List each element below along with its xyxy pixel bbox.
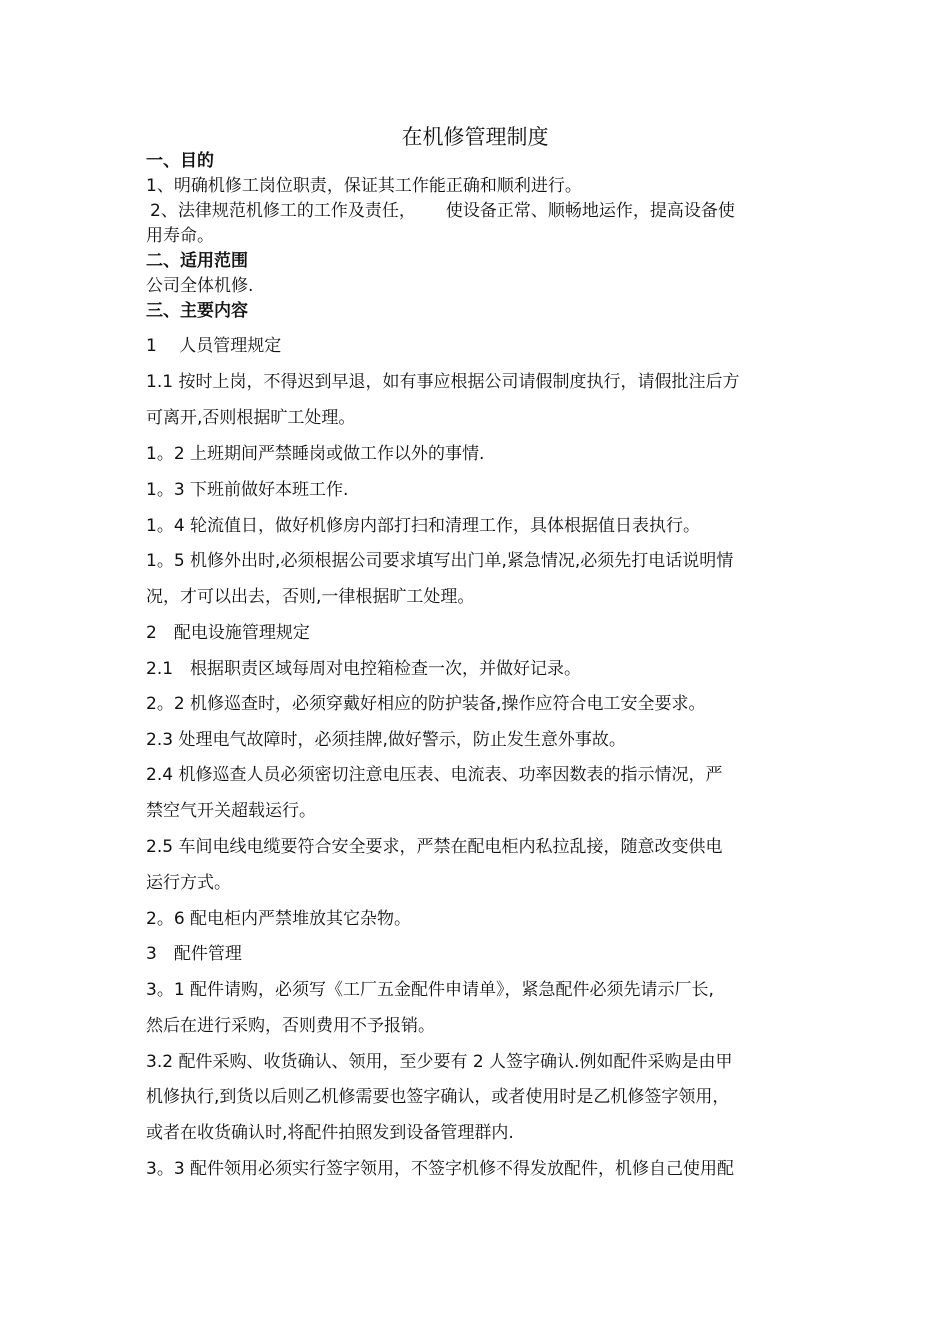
paragraph-line: 机修执行,到货以后则乙机修需要也签字确认，或者使用时是乙机修签字领用， bbox=[146, 1087, 730, 1107]
subsection-heading: 3 配件管理 bbox=[146, 944, 242, 964]
paragraph-line: 1。3 下班前做好本班工作. bbox=[146, 480, 349, 500]
paragraph-line: 2。6 配电柜内严禁堆放其它杂物。 bbox=[146, 909, 412, 929]
paragraph-line: 1、明确机修工岗位职责，保证其工作能正确和顺利进行。 bbox=[146, 176, 582, 196]
paragraph-line: 3。3 配件领用必须实行签字领用，不签字机修不得发放配件，机修自己使用配 bbox=[146, 1159, 735, 1179]
section-heading-purpose: 一、目的 bbox=[146, 151, 214, 171]
page-title: 在机修管理制度 bbox=[401, 125, 549, 149]
paragraph-line: 1.1 按时上岗，不得迟到早退，如有事应根据公司请假制度执行，请假批注后方 bbox=[146, 372, 740, 392]
paragraph-line: 2.5 车间电线电缆要符合安全要求，严禁在配电柜内私拉乱接，随意改变供电 bbox=[146, 837, 723, 857]
paragraph-line: 2。2 机修巡查时，必须穿戴好相应的防护装备,操作应符合电工安全要求。 bbox=[146, 694, 706, 714]
paragraph-line: 2.3 处理电气故障时，必须挂牌,做好警示，防止发生意外事故。 bbox=[146, 730, 626, 750]
paragraph-line: 1。4 轮流值日，做好机修房内部打扫和清理工作，具体根据值日表执行。 bbox=[146, 516, 701, 536]
section-heading-content: 三、主要内容 bbox=[146, 301, 248, 321]
paragraph-line: 2、法律规范机修工的工作及责任， 使设备正常、顺畅地运作，提高设备使 bbox=[150, 201, 735, 221]
paragraph-line: 公司全体机修. bbox=[146, 276, 254, 296]
paragraph-line: 3。1 配件请购，必须写《工厂五金配件申请单》，紧急配件必须先请示厂长, bbox=[146, 980, 714, 1000]
subsection-heading: 2 配电设施管理规定 bbox=[146, 623, 310, 643]
paragraph-line: 可离开,否则根据旷工处理。 bbox=[146, 408, 356, 428]
paragraph-line: 3.2 配件采购、收货确认、领用，至少要有 2 人签字确认.例如配件采购是由甲 bbox=[146, 1052, 733, 1072]
paragraph-line: 2.4 机修巡查人员必须密切注意电压表、电流表、功率因数表的指示情况，严 bbox=[146, 765, 723, 785]
paragraph-line: 用寿命。 bbox=[146, 226, 214, 246]
paragraph-line: 然后在进行采购，否则费用不予报销。 bbox=[146, 1016, 435, 1036]
paragraph-line: 运行方式。 bbox=[146, 873, 231, 893]
paragraph-line: 禁空气开关超载运行。 bbox=[146, 801, 316, 821]
paragraph-line: 1。5 机修外出时,必须根据公司要求填写出门单,紧急情况,必须先打电话说明情 bbox=[146, 551, 734, 571]
paragraph-line: 况，才可以出去，否则,一律根据旷工处理。 bbox=[146, 587, 475, 607]
section-heading-scope: 二、适用范围 bbox=[146, 251, 248, 271]
subsection-heading: 1 人员管理规定 bbox=[146, 336, 282, 356]
paragraph-line: 1。2 上班期间严禁睡岗或做工作以外的事情. bbox=[146, 444, 485, 464]
paragraph-line: 或者在收货确认时,将配件拍照发到设备管理群内. bbox=[146, 1123, 514, 1143]
paragraph-line: 2.1 根据职责区域每周对电控箱检查一次，并做好记录。 bbox=[146, 659, 582, 679]
